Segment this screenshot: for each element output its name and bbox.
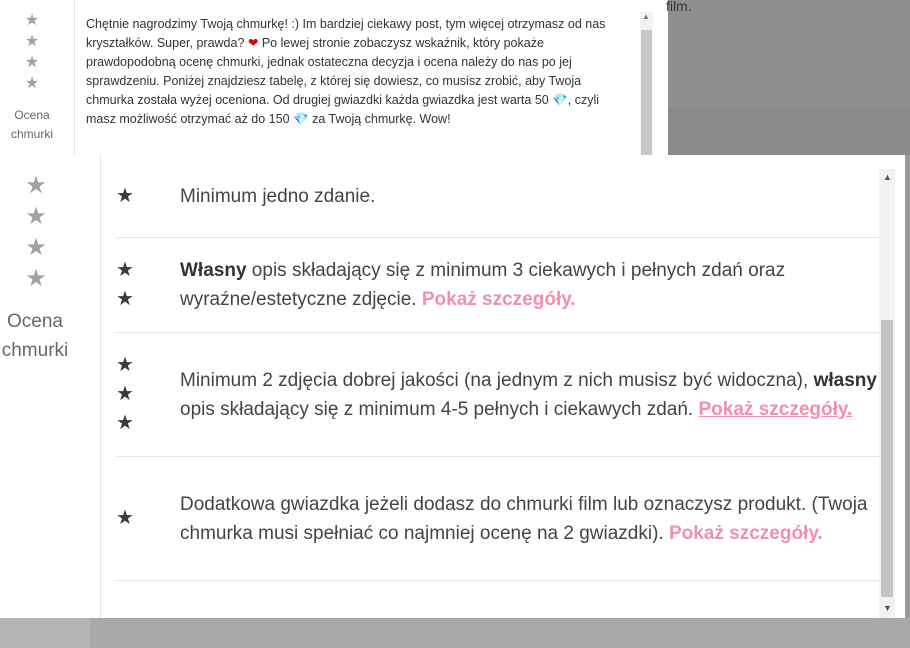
scroll-up-arrow-icon[interactable]: ▲	[642, 12, 650, 21]
show-details-link[interactable]: Pokaż szczegóły.	[421, 289, 576, 310]
intro-text-part-3: , czyli masz możliwość otrzymać aż do 150	[86, 93, 600, 126]
small-intro-text	[86, 15, 628, 129]
star-icon: ★	[116, 184, 134, 207]
rating-guide-panel	[0, 155, 910, 618]
criteria-description: Dodatkowa gwiazdka jeżeli dodasz do chmurki film lub oznaczysz produkt. (Twoja chmurka musi spełniać co najmniej ocenę na 2 gwiazdki).	[180, 493, 868, 544]
background-right-edge	[905, 155, 910, 618]
row-stars	[116, 256, 180, 314]
criteria-prefix: Minimum 2 zdjęcia dobrej jakości (na jednym z nich musisz być widoczna),	[180, 369, 814, 391]
row-stars	[116, 504, 180, 533]
star-icon: ★	[24, 75, 40, 92]
criteria-text	[180, 182, 879, 211]
criteria-description: Minimum jedno zdanie.	[180, 185, 376, 207]
background-bottom-left	[0, 618, 90, 648]
row-stars	[116, 182, 180, 211]
criteria-description: opis składający się z minimum 3 ciekawych i pełnych zdań oraz wyraźne/estetyczne zdjęcie.	[180, 260, 786, 310]
rating-criteria-table	[116, 155, 879, 581]
star-icon: ★	[116, 288, 134, 310]
criteria-text	[180, 490, 879, 548]
small-rating-indicator	[0, 0, 75, 155]
row-stars	[116, 351, 180, 438]
heart-icon: ❤	[247, 36, 259, 50]
small-scrollbar-thumb[interactable]	[641, 30, 652, 155]
intro-text-part-1: Chętnie nagrodzimy Twoją chmurkę! :) Im bardziej ciekawy post, tym więcej otrzymasz od nas kryształków. Super, prawda?	[86, 17, 606, 50]
star-icon: ★	[116, 412, 134, 434]
star-icon: ★	[24, 54, 40, 71]
small-scrollbar[interactable]	[640, 12, 653, 155]
intro-text-part-2: Po lewej stronie zobaczysz wskaźnik, który pokaże prawdopodobną ocenę chmurki, jednak ostateczna decyzja i ocena należy do nas po jej sprawdzeniu. Poniżej znajdziesz tabelę, z której się dowiesz, co musisz zrobić, aby Twoja chmurka została wyżej oceniona. Od drugiej gwiazdki każda gwiazdka jest warta 50	[86, 36, 582, 107]
criteria-row-4	[116, 457, 879, 581]
star-icon: ★	[116, 383, 134, 405]
star-icon: ★	[25, 265, 47, 292]
small-star-column	[22, 10, 42, 94]
big-star-column	[22, 170, 50, 294]
scroll-down-arrow-icon[interactable]: ▼	[883, 603, 892, 613]
star-icon: ★	[25, 172, 47, 199]
star-icon: ★	[116, 507, 134, 529]
gem-icon: 💎	[293, 112, 309, 126]
criteria-text	[180, 256, 879, 314]
background-bottom	[0, 618, 910, 648]
star-icon: ★	[25, 234, 47, 261]
star-icon: ★	[24, 12, 40, 29]
big-scrollbar-thumb[interactable]	[881, 320, 893, 597]
criteria-row-1	[116, 155, 879, 238]
show-details-link[interactable]: Pokaż szczegóły.	[698, 398, 853, 420]
big-scrollbar[interactable]	[879, 169, 895, 618]
show-details-link[interactable]: Pokaż szczegóły.	[668, 522, 823, 544]
background-page-top	[668, 0, 910, 108]
star-icon: ★	[116, 259, 134, 281]
criteria-row-3	[116, 333, 879, 457]
big-rating-label: Ocena chmurki	[1, 311, 69, 361]
intro-text-part-4: za Twoją chmurkę. Wow!	[308, 112, 451, 126]
big-rating-indicator	[0, 155, 101, 618]
star-icon: ★	[25, 203, 47, 230]
background-text: film.	[666, 0, 692, 14]
star-icon: ★	[24, 33, 40, 50]
criteria-bold: Własny	[180, 260, 247, 281]
criteria-row-2	[116, 238, 879, 333]
star-icon: ★	[116, 354, 134, 376]
criteria-text	[180, 366, 879, 424]
criteria-bold: własny	[813, 369, 877, 391]
gem-icon: 💎	[552, 93, 568, 107]
small-rating-label: Ocena chmurki	[10, 108, 53, 141]
scroll-up-arrow-icon[interactable]: ▲	[883, 172, 892, 182]
criteria-description: opis składający się z minimum 4-5 pełnych i ciekawych zdań.	[180, 398, 699, 420]
